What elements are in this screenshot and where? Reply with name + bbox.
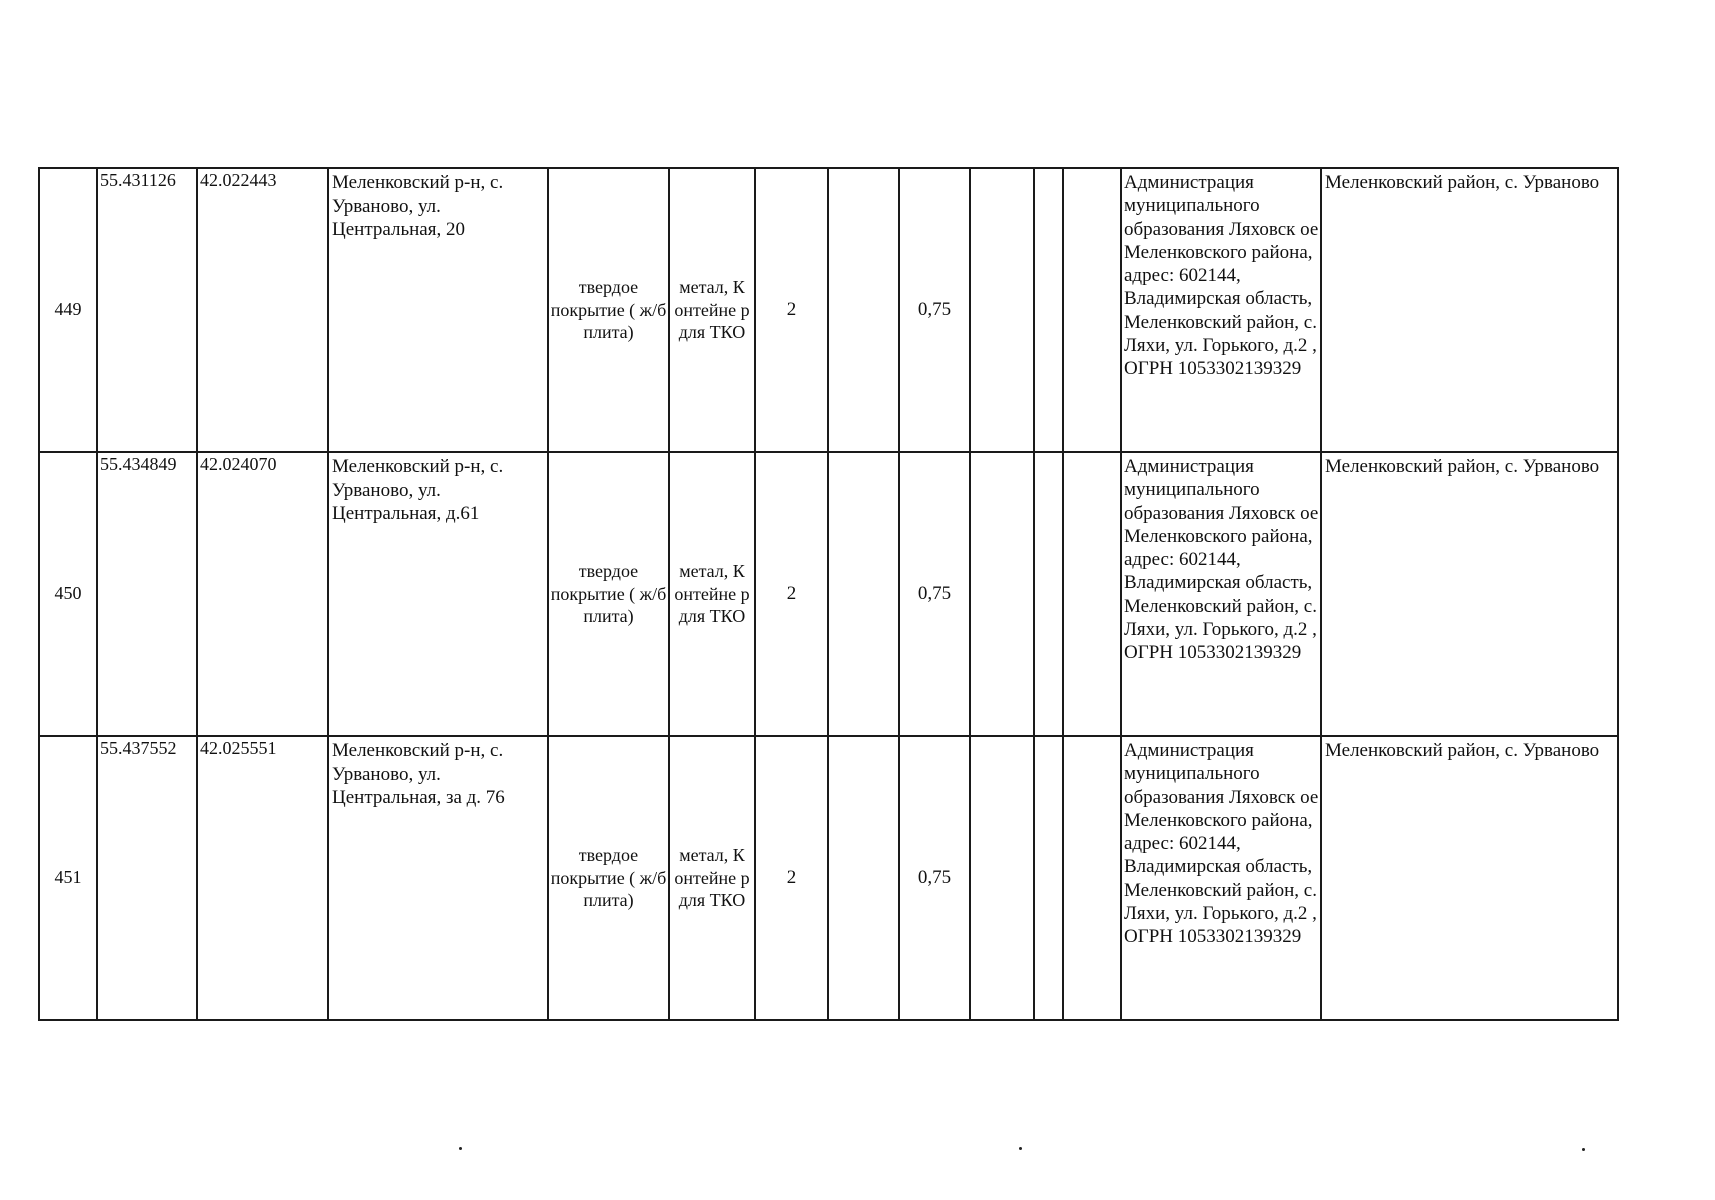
longitude-cell: 42.025551 (197, 736, 328, 1020)
empty-cell (828, 452, 899, 736)
table-row (39, 168, 1618, 452)
address-cell: Меленковский р-н, с. Урваново, ул. Центральная, д.61 (328, 452, 548, 736)
container-volume-cell: 0,75 (899, 452, 970, 736)
source-place-cell: Меленковский район, с. Урваново (1321, 168, 1618, 452)
empty-cell (1063, 736, 1121, 1020)
surface-cell: твердое покрытие ( ж/б плита) (548, 168, 669, 452)
empty-cell (970, 168, 1034, 452)
empty-cell (1063, 452, 1121, 736)
scan-speck (1582, 1148, 1585, 1151)
address-cell: Меленковский р-н, с. Урваново, ул. Центральная, за д. 76 (328, 736, 548, 1020)
container-type-cell: метал, К онтейне р для ТКО (669, 452, 755, 736)
empty-cell (970, 736, 1034, 1020)
empty-cell (970, 452, 1034, 736)
latitude-cell: 55.431126 (97, 168, 197, 452)
empty-cell (1034, 736, 1063, 1020)
container-type-cell: метал, К онтейне р для ТКО (669, 736, 755, 1020)
owner-cell: Администрация муниципального образования Ляховск ое Меленковского района, адрес: 602144, Владимирская область, Меленковский район, с. Ляхи, ул. Горького, д.2 , ОГРН 1053302139329 (1121, 452, 1321, 736)
surface-cell: твердое покрытие ( ж/б плита) (548, 452, 669, 736)
empty-cell (1034, 168, 1063, 452)
row-number: 450 (39, 452, 97, 736)
row-number: 449 (39, 168, 97, 452)
empty-cell (1063, 168, 1121, 452)
address-cell: Меленковский р-н, с. Урваново, ул. Центральная, 20 (328, 168, 548, 452)
source-place-cell: Меленковский район, с. Урваново (1321, 736, 1618, 1020)
container-volume-cell: 0,75 (899, 736, 970, 1020)
container-type-cell: метал, К онтейне р для ТКО (669, 168, 755, 452)
owner-cell: Администрация муниципального образования Ляховск ое Меленковского района, адрес: 602144, Владимирская область, Меленковский район, с. Ляхи, ул. Горького, д.2 , ОГРН 1053302139329 (1121, 736, 1321, 1020)
source-place-cell: Меленковский район, с. Урваново (1321, 452, 1618, 736)
surface-cell: твердое покрытие ( ж/б плита) (548, 736, 669, 1020)
empty-cell (828, 736, 899, 1020)
owner-cell: Администрация муниципального образования Ляховск ое Меленковского района, адрес: 602144, Владимирская область, Меленковский район, с. Ляхи, ул. Горького, д.2 , ОГРН 1053302139329 (1121, 168, 1321, 452)
registry-table (38, 167, 1619, 1021)
container-count-cell: 2 (755, 736, 828, 1020)
latitude-cell: 55.434849 (97, 452, 197, 736)
table-row (39, 452, 1618, 736)
latitude-cell: 55.437552 (97, 736, 197, 1020)
empty-cell (1034, 452, 1063, 736)
container-count-cell: 2 (755, 168, 828, 452)
scan-speck (459, 1147, 462, 1150)
empty-cell (828, 168, 899, 452)
table-row (39, 736, 1618, 1020)
scan-speck (1019, 1147, 1022, 1150)
longitude-cell: 42.022443 (197, 168, 328, 452)
row-number: 451 (39, 736, 97, 1020)
longitude-cell: 42.024070 (197, 452, 328, 736)
container-count-cell: 2 (755, 452, 828, 736)
container-volume-cell: 0,75 (899, 168, 970, 452)
